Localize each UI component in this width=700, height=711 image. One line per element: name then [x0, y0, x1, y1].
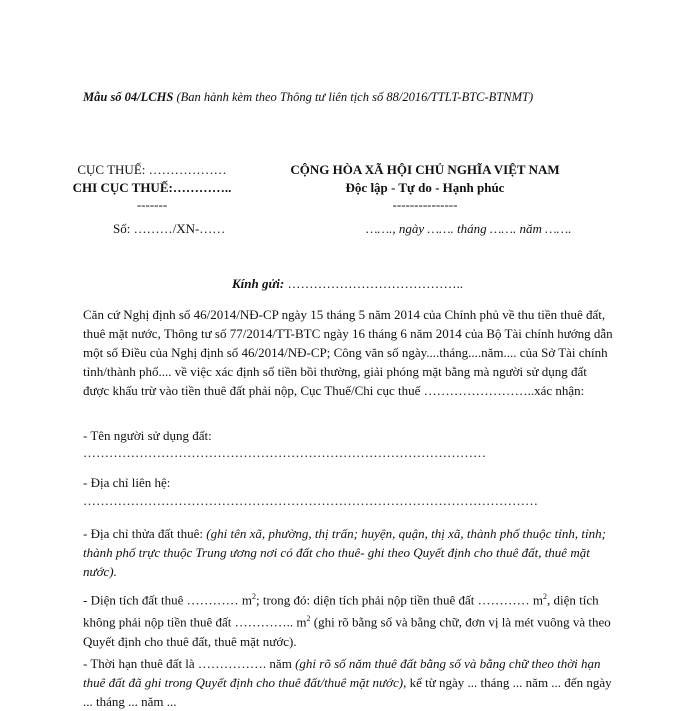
- intro-text: Căn cứ Nghị định số 46/2014/NĐ-CP ngày 15 tháng 5 năm 2014 của Chính phủ về thu tiền thuê đất, thuê mặt nước, Thông tư số 77/2014/TT-BTC ngày 16 tháng 6 năm 2014 của Bộ Tài chính hướng dẫn một số Điều của Nghị định số 46/2014/NĐ-CP; Công văn số ngày....tháng....năm.... của Sở Tài chính tỉnh/thành phố.... về việc xác định số tiền bồi thường, giải phóng mặt bằng mà người sử dụng đất được khấu trừ vào tiền thuê đất phải nộp, Cục Thuế/Chi cục thuế ……………………..: [83, 307, 613, 398]
- greeting-recipient-blank: …………………………………..: [284, 276, 463, 291]
- area-paragraph: [83, 587, 616, 651]
- national-motto: Độc lập - Tự do - Hạnh phúc: [345, 180, 505, 195]
- contact-address-field: ……………………………………………………………………………………………: [83, 493, 538, 508]
- area-payable: ; trong đó: diện tích phải nộp tiền thuê đất ………… m: [255, 592, 544, 608]
- left-divider: -------: [136, 197, 168, 212]
- greeting-label: Kính gửi:: [232, 276, 285, 291]
- lease-term-years: - Thời hạn thuê đất là ……………. năm: [83, 656, 296, 671]
- form-code: Mẫu số 04/LCHS: [83, 90, 174, 104]
- lease-term-dates: , kể từ ngày ... tháng ... năm ... đến ngày ... tháng ... năm ...: [83, 675, 612, 709]
- sq-unit: 2: [543, 592, 548, 601]
- plot-address-paragraph: [83, 524, 616, 581]
- right-divider: ---------------: [392, 197, 458, 212]
- sub-tax-office-line: CHI CỤC THUẾ:…………..: [72, 180, 232, 195]
- land-user-field: …………………………………………………………………………………: [83, 445, 486, 460]
- intro-paragraph: [83, 305, 616, 400]
- sq-unit: 2: [306, 614, 311, 624]
- land-user-label: - Tên người sử dụng đất:: [83, 428, 212, 443]
- tax-office-line: CỤC THUẾ: ………………: [77, 162, 227, 177]
- form-issue-note: (Ban hành kèm theo Thông tư liên tịch số 88/2016/TTLT-BTC-BTNMT): [176, 90, 534, 104]
- area-note: (ghi rõ bằng số và bằng chữ, đơn vị là mét vuông và theo Quyết định cho thuê đất, thuê mặt nước).: [83, 614, 611, 649]
- plot-address-label: - Địa chỉ thửa đất thuê:: [83, 526, 207, 541]
- national-title: CỘNG HÒA XÃ HỘI CHỦ NGHĨA VIỆT NAM: [290, 162, 560, 177]
- area-total: - Diện tích đất thuê ………… m: [83, 592, 252, 608]
- plot-address-note: (ghi tên xã, phường, thị trấn; huyện, quận, thị xã, thành phố thuộc tỉnh, tỉnh; thành phố trực thuộc Trung ương nơi có đất cho thuê- ghi theo Quyết định cho thuê đất, thuê mặt nước).: [83, 526, 606, 579]
- date-line: ……., ngày ……. tháng ……. năm …….: [366, 221, 572, 236]
- form-code-line: [83, 90, 533, 105]
- lease-term-note: (ghi rõ số năm thuê đất bằng số và bằng chữ theo thời hạn thuê đất đã ghi trong Quyết định cho thuê đất/thuê mặt nước): [83, 656, 601, 690]
- lease-term-paragraph: [83, 654, 616, 711]
- area-exempt: , diện tích không phải nộp tiền thuê đất ………….. m: [83, 592, 599, 630]
- intro-confirm: xác nhận:: [534, 383, 585, 398]
- greeting: [232, 276, 463, 292]
- document-number: Số: ………/XN-……: [113, 221, 226, 236]
- contact-address-label: - Địa chỉ liên hệ:: [83, 475, 171, 490]
- sq-unit: 2: [251, 592, 256, 601]
